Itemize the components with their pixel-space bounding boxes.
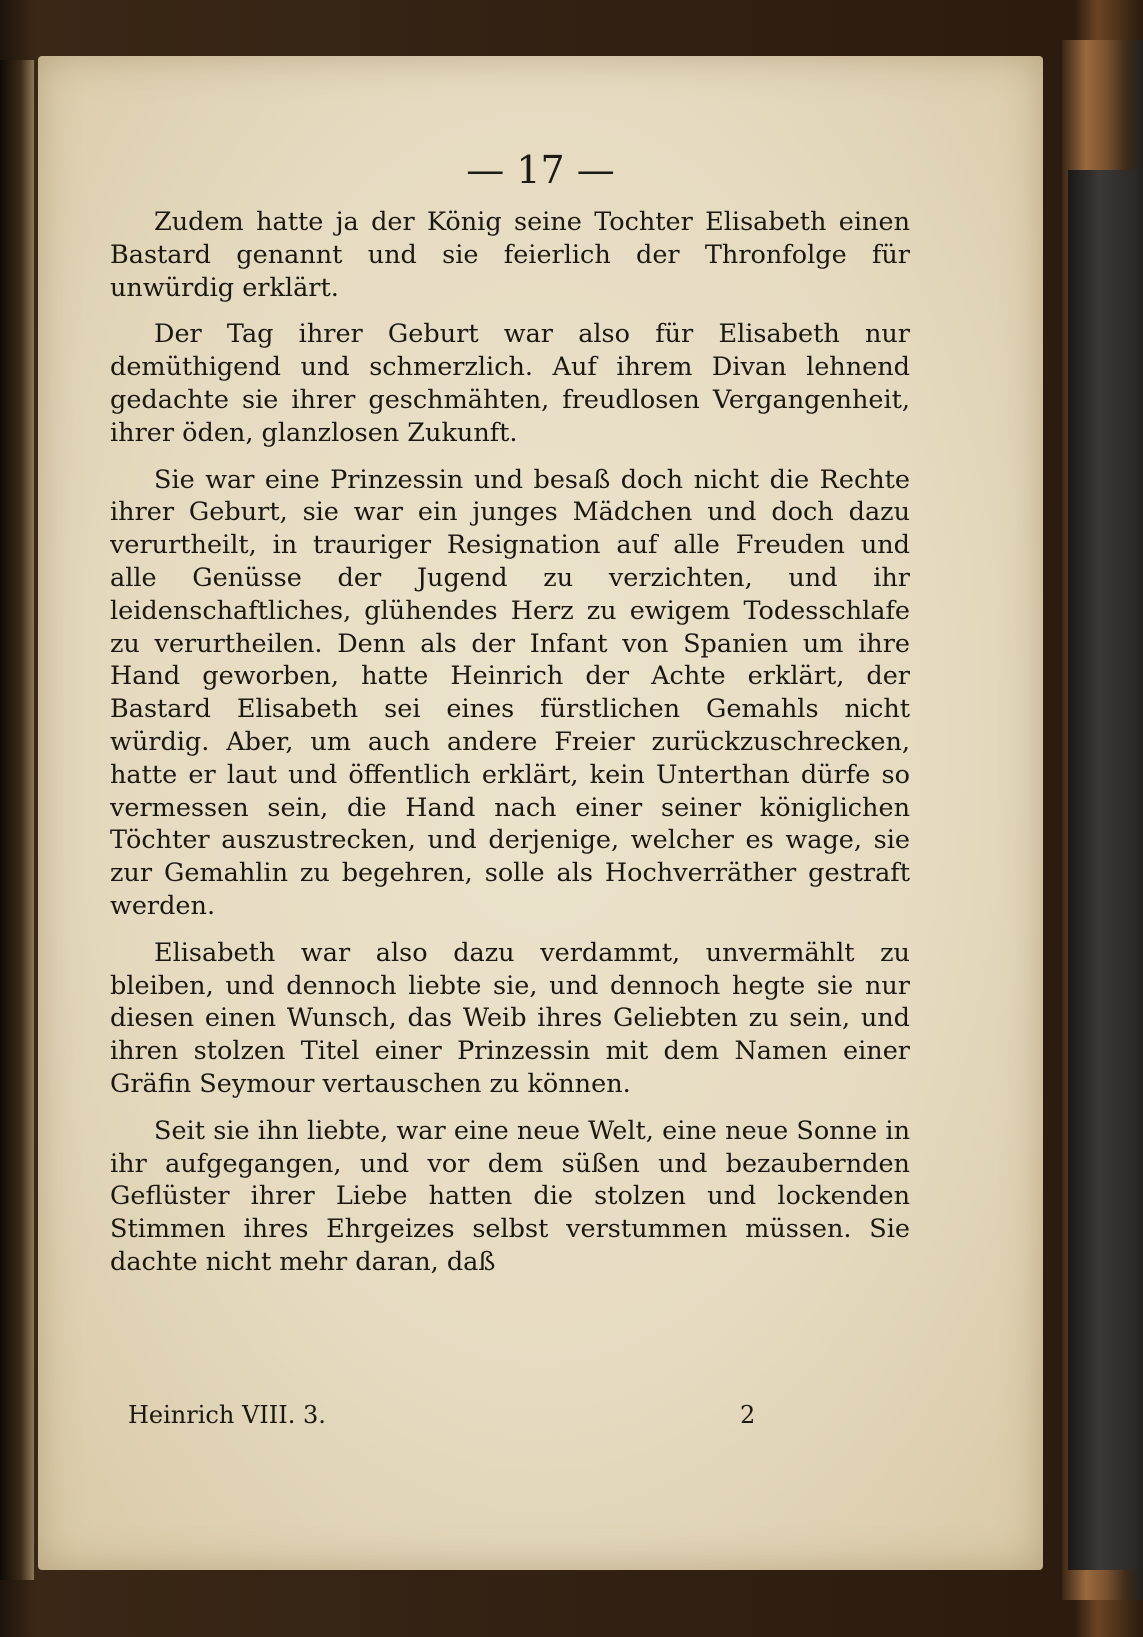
paragraph-4: Elisabeth war also dazu verdammt, unvermählt zu bleiben, und dennoch liebte sie, und dennoch hegte sie nur diesen einen Wunsch, das Weib ihres Geliebten zu sein, und ihren stolzen Titel einer Prinzessin mit dem Namen einer Gräfin Seymour vertauschen zu können.: [110, 937, 910, 1099]
page-number-header: — 17 —: [466, 148, 615, 192]
paragraph-5: Seit sie ihn liebte, war eine neue Welt, eine neue Sonne in ihr aufgegangen, und vor dem süßen und bezaubernden Geflüster ihrer Liebe hatten die stolzen und lockenden Stimmen ihres Ehrgeizes selbst verstummen müssen. Sie dachte nicht mehr daran, daß: [110, 1115, 910, 1277]
paragraph-1: Zudem hatte ja der König seine Tochter Elisabeth einen Bastard genannt und sie feierlich der Thronfolge für unwürdig erklärt.: [110, 207, 910, 303]
book-page: [38, 56, 1043, 1570]
paragraph-2: Der Tag ihrer Geburt war also für Elisabeth nur demüthigend und schmerzlich. Auf ihrem Divan lehnend gedachte sie ihrer geschmähten, freudlosen Vergangenheit, ihrer öden, glanzlosen Zukunft.: [110, 319, 910, 448]
paragraph-3: Sie war eine Prinzessin und besaß doch nicht die Rechte ihrer Geburt, sie war ein junges Mädchen und doch dazu verurtheilt, in trauriger Resignation auf alle Freuden und alle Genüsse der Jugend zu verzichten, und ihr leidenschaftliches, glühendes Herz zu ewigem Todesschlafe zu verurtheilen. Denn als der Infant von Spanien um ihre Hand geworben, hatte Heinrich der Achte erklärt, der Bastard Elisabeth sei eines fürstlichen Gemahls nicht würdig. Aber, um auch andere Freier zurückzuschrecken, hatte er laut und öffentlich erklärt, kein Unterthan dürfe so vermessen sein, die Hand nach einer seiner königlichen Töchter auszustrecken, und derjenige, welcher es wage, sie zur Gemahlin zu begehren, solle als Hochverräther gestraft werden.: [110, 464, 910, 921]
body-text: [110, 206, 910, 1279]
book-cover-cloth: [1068, 170, 1138, 1570]
footer-signature: Heinrich VIII. 3.: [128, 1401, 326, 1429]
footer-sheet-number: 2: [740, 1401, 756, 1429]
book-spine: [0, 60, 34, 1580]
